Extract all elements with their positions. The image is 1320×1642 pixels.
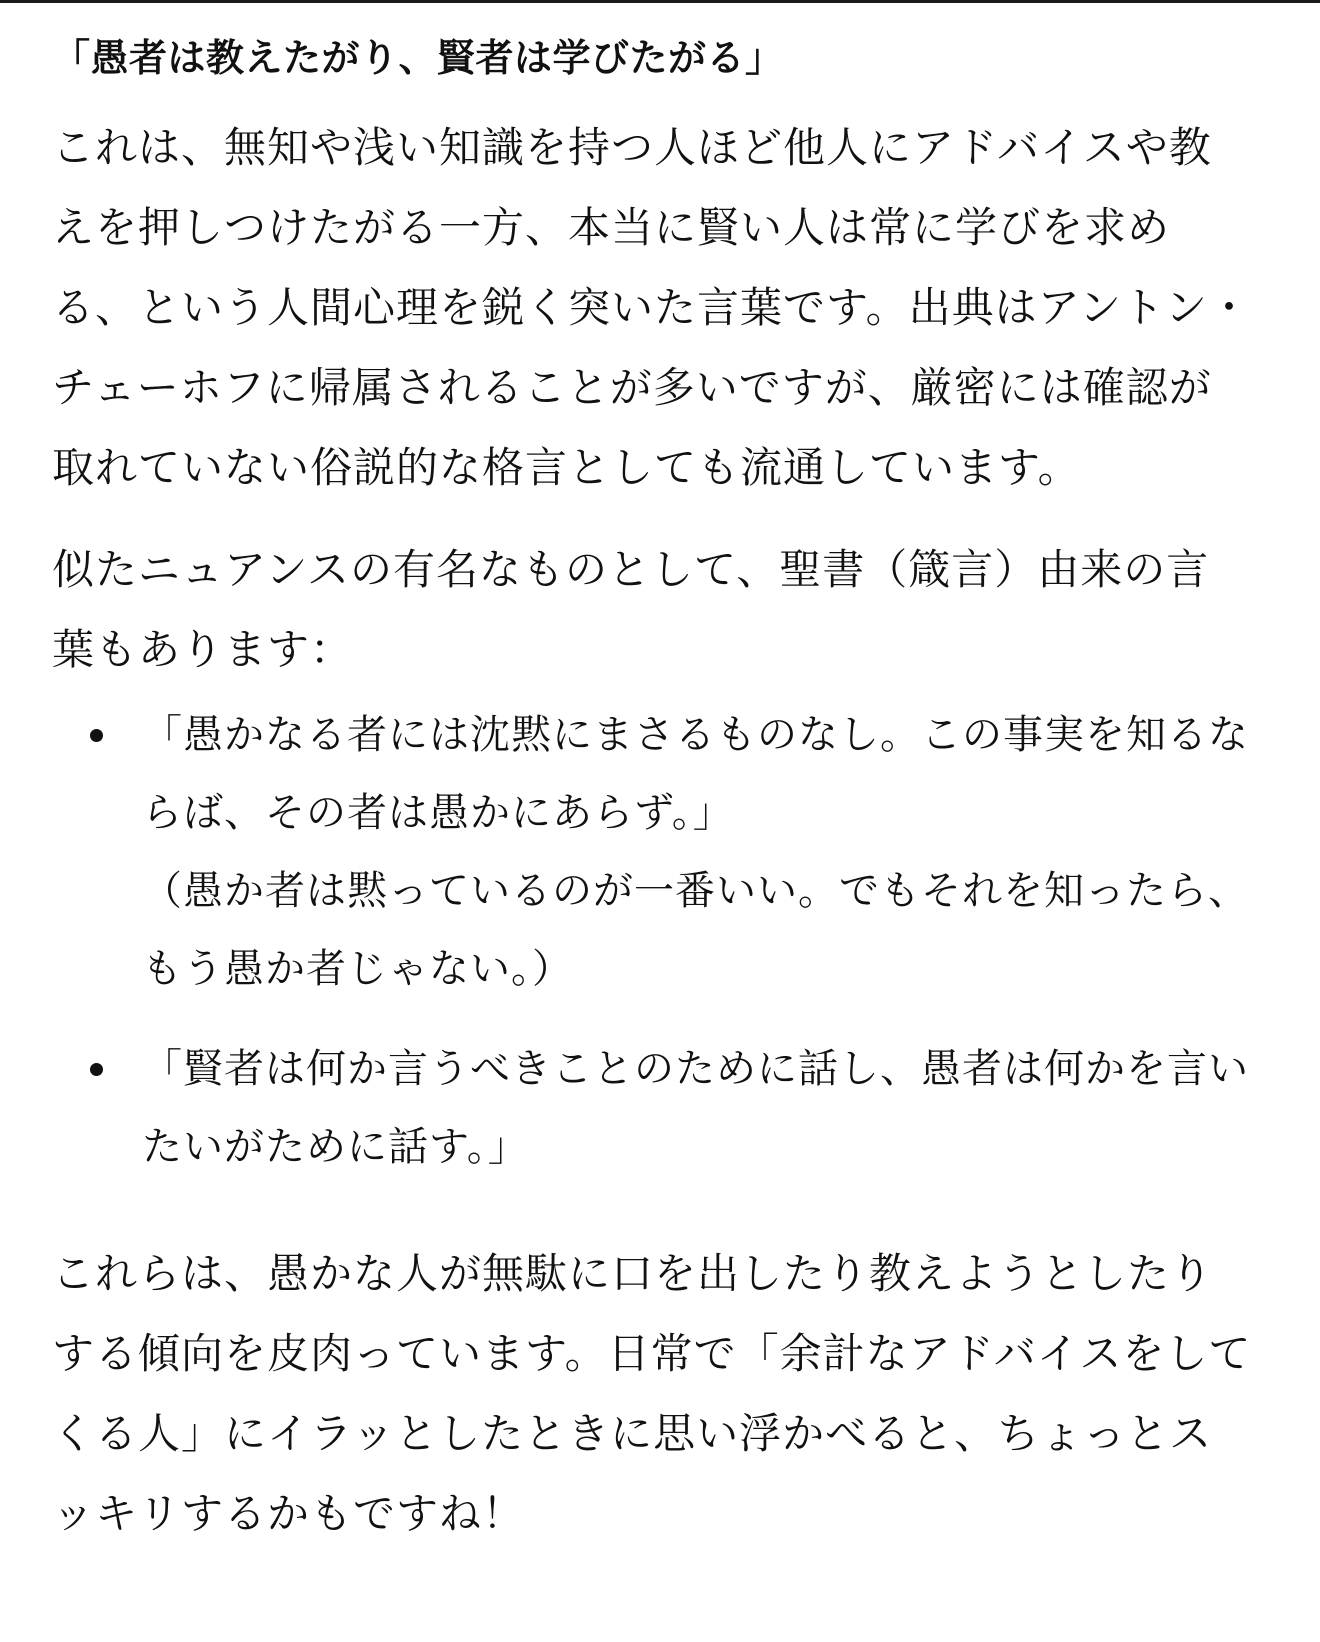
bullet-icon — [90, 729, 103, 742]
closing-paragraph: これらは、愚かな人が無駄に口を出したり教えようとしたりする傾向を皮肉っています。日常で「余計なアドバイスをしてくる人」にイラッとしたときに思い浮かべると、ちょっとスッキリするかもですね！ — [52, 1249, 1252, 1538]
message-content — [52, 28, 1252, 1576]
lead-paragraph: 似たニュアンスの有名なものとして、聖書（箴言）由来の言葉もあります： — [52, 545, 1210, 674]
quote-text: 「賢者は何か言うべきことのために話し、愚者は何かを言いたいがために話す。」 — [142, 1046, 1249, 1170]
list-item — [52, 1030, 1252, 1186]
top-divider — [0, 0, 1320, 3]
list-item — [52, 696, 1252, 1008]
quote-list — [52, 696, 1252, 1186]
quote-text: 「愚かなる者には沈黙にまさるものなし。この事実を知るならば、その者は愚かにあらず。」 — [142, 712, 1249, 836]
intro-paragraph: これは、無知や浅い知識を持つ人ほど他人にアドバイスや教えを押しつけたがる一方、本当に賢い人は常に学びを求める、という人間心理を鋭く突いた言葉です。出典はアントン・チェーホフに帰属されることが多いですが、厳密には確認が取れていない俗説的な格言としても流通しています。 — [52, 123, 1251, 492]
quote-heading: 「愚者は教えたがり、賢者は学びたがる」 — [52, 36, 784, 80]
quote-note: （愚か者は黙っているのが一番いい。でもそれを知ったら、もう愚か者じゃない。） — [142, 868, 1249, 992]
bullet-icon — [90, 1063, 103, 1076]
